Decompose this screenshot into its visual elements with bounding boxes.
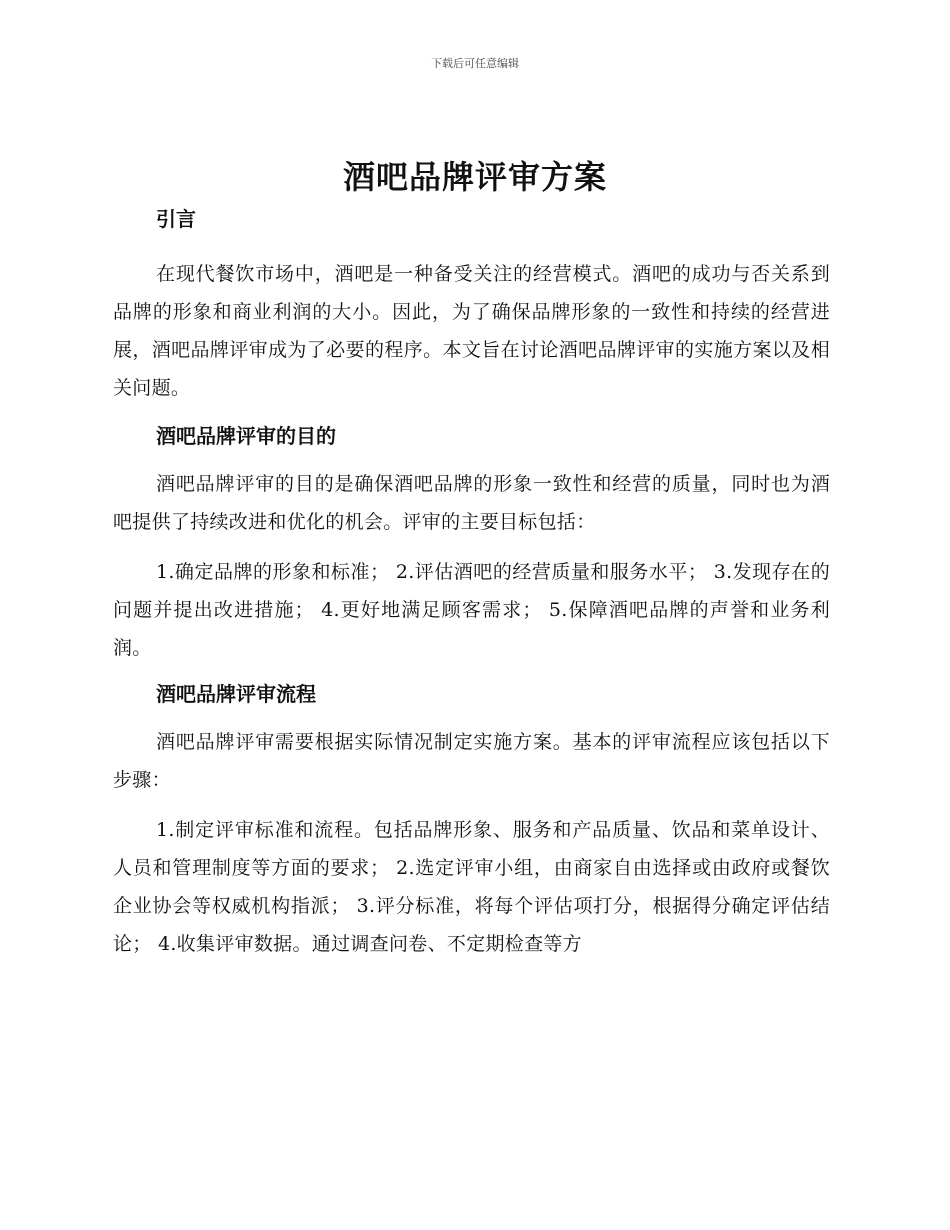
header-note: 下载后可任意编辑	[431, 57, 519, 70]
section-heading-purpose: 酒吧品牌评审的目的	[156, 424, 336, 448]
paragraph-intro: 在现代餐饮市场中，酒吧是一种备受关注的经营模式。酒吧的成功与否关系到品牌的形象和商业利润的大小。因此，为了确保品牌形象的一致性和持续的经营进展，酒吧品牌评审成为了必要的程序。本文旨在讨论酒吧品牌评审的实施方案以及相关问题。	[113, 263, 830, 399]
document-title: 酒吧品牌评审方案	[342, 158, 607, 196]
paragraph-process: 酒吧品牌评审需要根据实际情况制定实施方案。基本的评审流程应该包括以下步骤：	[113, 731, 830, 791]
section-heading-intro: 引言	[156, 207, 196, 231]
paragraph-purpose-goals: 1.确定品牌的形象和标准； 2.评估酒吧的经营质量和服务水平； 3.发现存在的问题并提出改进措施； 4.更好地满足顾客需求； 5.保障酒吧品牌的声誉和业务利润。	[113, 561, 830, 659]
paragraph-process-steps: 1.制定评审标准和流程。包括品牌形象、服务和产品质量、饮品和菜单设计、人员和管理制度等方面的要求； 2.选定评审小组，由商家自由选择或由政府或餐饮企业协会等权威机构指派； 3.评分标准，将每个评估项打分，根据得分确定评估结论； 4.收集评审数据。通过调查问卷、不定期检查等方	[113, 819, 830, 955]
paragraph-purpose: 酒吧品牌评审的目的是确保酒吧品牌的形象一致性和经营的质量，同时也为酒吧提供了持续改进和优化的机会。评审的主要目标包括：	[113, 473, 830, 533]
document-body	[113, 204, 830, 963]
section-heading-process: 酒吧品牌评审流程	[156, 682, 316, 706]
